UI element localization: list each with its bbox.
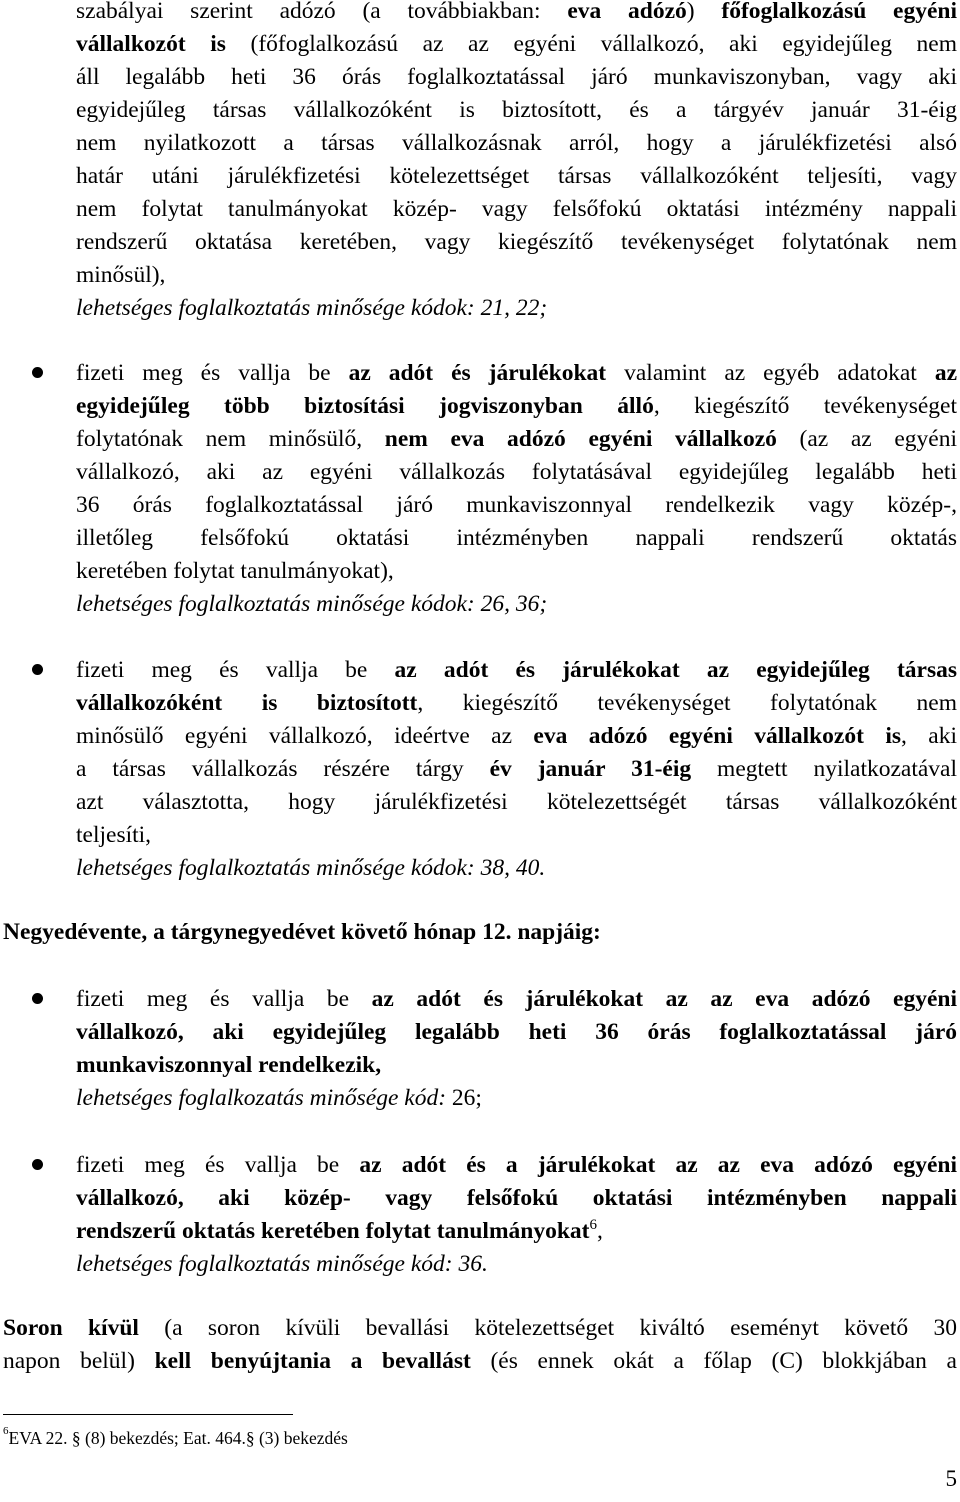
intro-line: szabályai szerint adózó (a továbbiakban: eva adózó) főfoglalkozású egyéni	[76, 0, 958, 24]
bullet-line: fizeti meg és vallja be az adót és járulékokat az egyidejűleg társas	[76, 657, 958, 683]
bullet-line: fizeti meg és vallja be az adót és járulékokat valamint az egyéb adatokat az	[76, 360, 957, 386]
section-heading: Negyedévente, a tárgynegyedévet követő hónap 12. napjáig:	[3, 919, 601, 945]
bullet-icon	[32, 664, 43, 675]
intro-line: vállalkozót is (főfoglalkozású az az egyéni vállalkozó, aki egyidejűleg nem	[76, 31, 958, 57]
footnote-text: EVA 22. § (8) bekezdés; Eat. 464.§ (3) bekezdés	[8, 1428, 348, 1448]
footnote	[3, 1425, 348, 1449]
bullet-icon	[32, 993, 43, 1004]
intro-line: egyidejűleg társas vállalkozóként is biztosított, és a tárgyév január 31-éig	[76, 97, 957, 123]
bullet-line: keretében folytat tanulmányokat),	[76, 558, 394, 584]
bullet-line: vállalkozó, aki közép- vagy felsőfokú oktatási intézményben nappali	[76, 1185, 957, 1211]
bullet-line: vállalkozó, aki egyidejűleg legalább heti 36 órás foglalkoztatással járó	[76, 1019, 957, 1045]
bullet-icon	[32, 367, 43, 378]
bullet-icon	[32, 1159, 43, 1170]
closing-line: Soron kívül (a soron kívüli bevallási kötelezettséget kiváltó eseményt követő 30	[3, 1315, 958, 1341]
bullet-line: munkaviszonnyal rendelkezik,	[76, 1052, 382, 1078]
footnote-reference: 6	[589, 1217, 598, 1233]
qualification-codes: lehetséges foglalkozatás minősége kód: 26;	[76, 1085, 482, 1111]
bullet-line: fizeti meg és vallja be az adót és járulékokat az az eva adózó egyéni	[76, 986, 958, 1012]
bullet-line: teljesíti,	[76, 822, 152, 848]
intro-line: nem nyilatkozott a társas vállalkozásnak arról, hogy a járulékfizetési alsó	[76, 130, 957, 156]
bullet-line: fizeti meg és vallja be az adót és a járulékokat az az eva adózó egyéni	[76, 1152, 958, 1178]
intro-line: nem folytat tanulmányokat közép- vagy felsőfokú oktatási intézmény nappali	[76, 196, 957, 222]
bullet-line: 36 órás foglalkoztatással járó munkaviszonnyal rendelkezik vagy közép-,	[76, 492, 957, 518]
bullet-line: vállalkozó, aki az egyéni vállalkozás folytatásával egyidejűleg legalább heti	[76, 459, 957, 485]
footnote-mark: 6	[3, 1425, 9, 1437]
bullet-line: egyidejűleg több biztosítási jogviszonyban álló, kiegészítő tevékenységet	[76, 393, 957, 419]
bullet-line: rendszerű oktatás keretében folytat tanulmányokat$^6$,	[76, 1217, 603, 1244]
intro-line: határ utáni járulékfizetési kötelezettséget társas vállalkozóként teljesíti, vagy	[76, 163, 957, 189]
page-number: 5	[945, 1466, 957, 1491]
footnote-divider	[3, 1414, 293, 1415]
bullet-line: illetőleg felsőfokú oktatási intézményben nappali rendszerű oktatás	[76, 525, 957, 551]
closing-line: napon belül) kell benyújtania a bevallást (és ennek okát a főlap (C) blokkjában a	[3, 1348, 957, 1374]
bullet-line: azt választotta, hogy járulékfizetési kötelezettségét társas vállalkozóként	[76, 789, 957, 815]
intro-line: áll legalább heti 36 órás foglalkoztatással járó munkaviszonyban, vagy aki	[76, 64, 957, 90]
qualification-codes: lehetséges foglalkoztatás minősége kódok: 38, 40.	[76, 855, 546, 881]
bullet-line: minősülő egyéni vállalkozó, ideértve az eva adózó egyéni vállalkozót is, aki	[76, 723, 957, 749]
qualification-codes: lehetséges foglalkoztatás minősége kódok: 26, 36;	[76, 591, 548, 617]
bullet-line: vállalkozóként is biztosított, kiegészítő tevékenységet folytatónak nem	[76, 690, 957, 716]
qualification-codes: lehetséges foglalkoztatás minősége kódok: 21, 22;	[76, 295, 548, 321]
qualification-codes: lehetséges foglalkoztatás minősége kód: 36.	[76, 1251, 488, 1277]
intro-line: minősül),	[76, 262, 166, 288]
bullet-line: a társas vállalkozás részére tárgy év január 31-éig megtett nyilatkozatával	[76, 756, 957, 782]
bullet-line: folytatónak nem minősülő, nem eva adózó egyéni vállalkozó (az az egyéni	[76, 426, 957, 452]
intro-line: rendszerű oktatása keretében, vagy kiegészítő tevékenységet folytatónak nem	[76, 229, 957, 255]
